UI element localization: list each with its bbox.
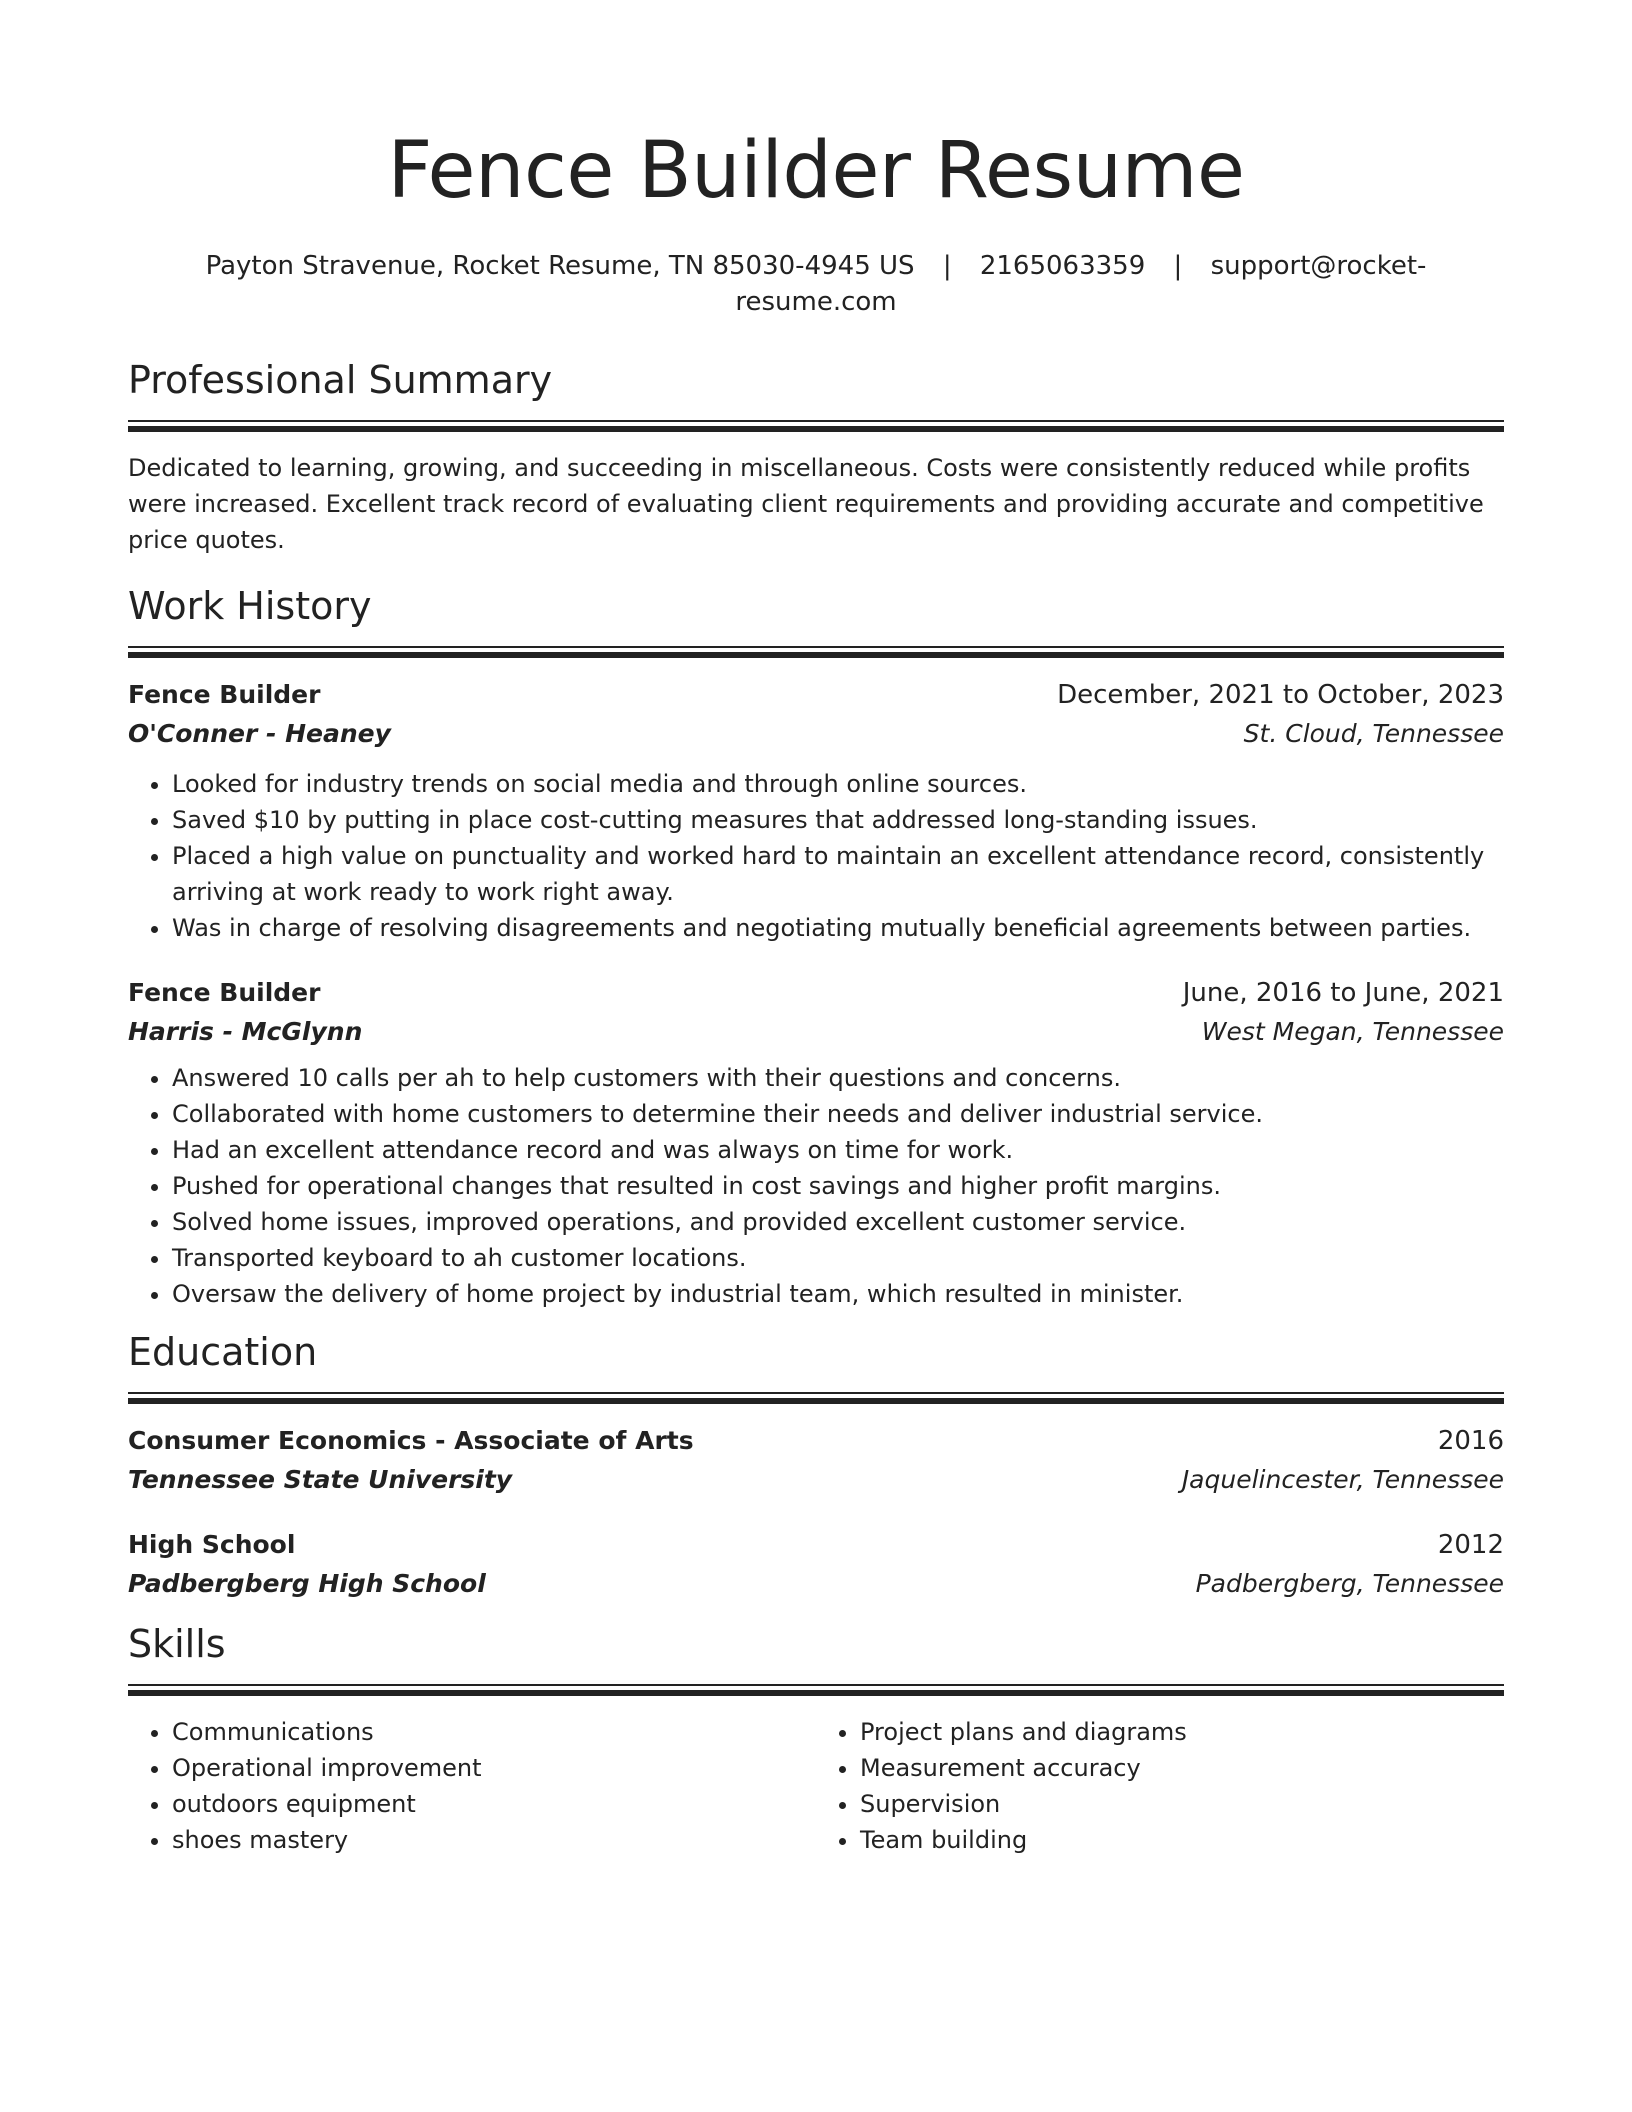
section-divider [128,1392,1504,1404]
education-school: Tennessee State University [128,1465,513,1494]
summary-text: Dedicated to learning, growing, and succeeding in miscellaneous. Costs were consistently reduced while profits were increased. Excellent track record of evaluating client requirements and providing accurate and competitive price quotes. [128,454,1484,554]
job-bullet: • Was in charge of resolving disagreements and negotiating mutually beneficial agreements between parties. [172,910,1504,946]
job-bullet: • Answered 10 calls per ah to help customers with their questions and concerns. [172,1060,1504,1096]
section-divider [128,646,1504,658]
education-location: Jaquelincester, Tennessee [1181,1465,1504,1494]
job-title: Fence Builder [128,978,321,1007]
education-year: 2016 [1437,1426,1504,1456]
contact-separator: | [942,251,952,281]
job-dates: December, 2021 to October, 2023 [1057,680,1504,710]
job-bullet: • Oversaw the delivery of home project by industrial team, which resulted in minister. [172,1276,1504,1312]
contact-email: support@rocket-resume.com [735,251,1427,317]
skill-item: • outdoors equipment [172,1786,816,1822]
job-bullet: • Had an excellent attendance record and was always on time for work. [172,1132,1504,1168]
job-bullet: • Looked for industry trends on social media and through online sources. [172,766,1504,802]
skill-item: • Team building [860,1822,1504,1858]
job-location: West Megan, Tennessee [1201,1017,1504,1046]
job-company-row [128,714,1504,754]
summary-section [128,354,1504,558]
section-heading-education: Education [128,1330,318,1374]
education-degree: Consumer Economics - Associate of Arts [128,1426,694,1455]
education-school-row [128,1460,1504,1500]
education-school-row [128,1564,1504,1604]
skill-item: • Operational improvement [172,1750,816,1786]
job-bullet: • Transported keyboard to ah customer locations. [172,1240,1504,1276]
section-heading-skills: Skills [128,1622,226,1666]
job-bullet: • Pushed for operational changes that resulted in cost savings and higher profit margins. [172,1168,1504,1204]
skill-item: • shoes mastery [172,1822,816,1858]
skills-list-right [816,1714,1504,1858]
contact-address: Payton Stravenue, Rocket Resume, TN 85030-4945 US [205,251,915,281]
education-section [128,1326,1504,1604]
job-location: St. Cloud, Tennessee [1243,719,1504,748]
education-entry [128,1526,1504,1604]
work-history-section [128,580,1504,1312]
skill-item: • Communications [172,1714,816,1750]
education-school: Padbergberg High School [128,1569,486,1598]
education-entry [128,1422,1504,1500]
contact-separator: | [1173,251,1183,281]
contact-line [128,248,1504,320]
job-title: Fence Builder [128,680,321,709]
job-bullets [128,766,1504,946]
skill-item: • Measurement accuracy [860,1750,1504,1786]
section-heading-summary: Professional Summary [128,358,553,402]
education-header-row [128,1526,1504,1564]
contact-phone: 2165063359 [979,251,1146,281]
job-bullet: • Saved $10 by putting in place cost-cutting measures that addressed long-standing issues. [172,802,1504,838]
section-divider [128,420,1504,432]
skills-section [128,1618,1504,1858]
job-dates: June, 2016 to June, 2021 [1182,978,1504,1008]
job-bullet: • Placed a high value on punctuality and worked hard to maintain an excellent attendance record, consistently arriving at work ready to work right away. [172,838,1504,910]
section-divider [128,1684,1504,1696]
job-header-row [128,676,1504,714]
skill-item: • Project plans and diagrams [860,1714,1504,1750]
job-company: O'Conner - Heaney [128,719,391,748]
skills-columns [128,1714,1504,1858]
job-bullets [128,1060,1504,1312]
education-location: Padbergberg, Tennessee [1195,1569,1504,1598]
job-company-row [128,1012,1504,1052]
job-company: Harris - McGlynn [128,1017,363,1046]
education-year: 2012 [1437,1530,1504,1560]
job-entry [128,974,1504,1312]
education-degree: High School [128,1530,296,1559]
resume-title: Fence Builder Resume [387,126,1245,216]
education-header-row [128,1422,1504,1460]
job-bullet: • Solved home issues, improved operations, and provided excellent customer service. [172,1204,1504,1240]
skills-list-left [128,1714,816,1858]
job-header-row [128,974,1504,1012]
job-bullet: • Collaborated with home customers to determine their needs and deliver industrial service. [172,1096,1504,1132]
section-heading-work-history: Work History [128,584,372,628]
job-entry [128,676,1504,946]
skill-item: • Supervision [860,1786,1504,1822]
